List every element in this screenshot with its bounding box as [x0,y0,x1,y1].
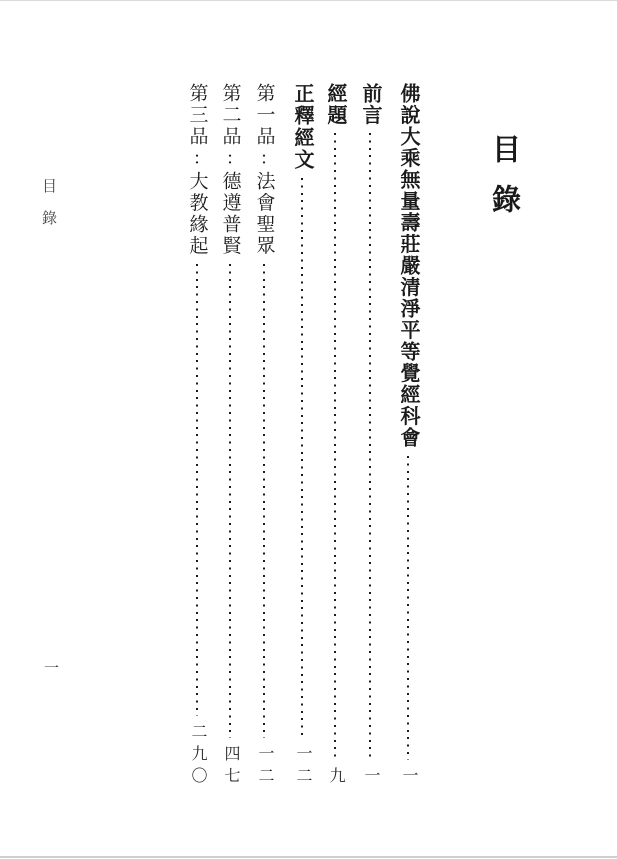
toc-entry-page: 九 [327,767,344,789]
toc-entry-page: 四七 [222,745,239,789]
toc-entry-page: 二九〇 [189,723,206,789]
toc-entry-main-text [289,83,315,789]
dot-leader [369,133,371,760]
dot-leader [334,133,336,760]
dot-leader [263,264,265,738]
toc-entry-foreword [357,83,383,789]
toc-entry-page: 一二 [256,745,273,789]
toc-entry-title: 第一品:法會聖眾 [253,83,275,257]
toc-entry-chapter-2 [217,83,243,789]
dot-leader [407,456,409,761]
running-header: 目錄 [40,178,56,242]
page-top-edge [0,0,617,1]
toc-entry-sutra-name [322,83,348,789]
dot-leader [301,178,303,738]
dot-leader [196,264,198,716]
toc-entry-title: 第三品:大教緣起 [186,83,208,257]
page-bottom-edge [0,856,617,858]
toc-entry-chapter-1 [251,83,277,789]
toc-entry-page: 一 [400,767,417,789]
folio-page-number: 一 [42,660,58,675]
toc-entry-title: 第二品:德遵普賢 [219,83,241,257]
toc-entry-title: 前言 [359,83,381,126]
toc-entry-title: 佛說大乘無量壽莊嚴清淨平等覺經科會 [397,83,419,449]
toc-entry-page: 一二 [294,745,311,789]
dot-leader [229,264,231,738]
page-title: 目錄 [488,134,520,234]
toc-entry-title: 經題 [324,83,346,126]
toc-entry-page: 一 [362,767,379,789]
toc-entry-chapter-3 [184,83,210,789]
toc-entry-title: 正釋經文 [291,83,313,171]
toc-entry-sutra-title [395,83,421,789]
